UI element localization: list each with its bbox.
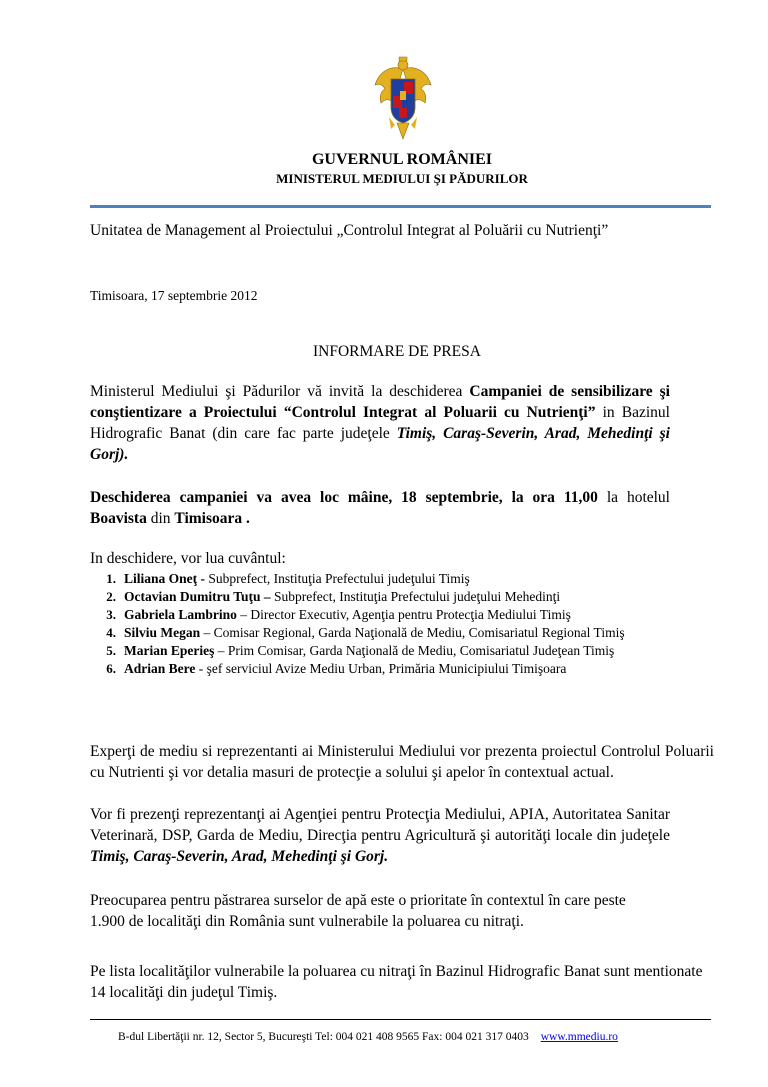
government-title: GUVERNUL ROMÂNIEI bbox=[311, 151, 492, 168]
list-item: 3. Gabriela Lambrino – Director Executiv, Agenţia pentru Protecţia Mediului Timiş bbox=[106, 607, 571, 622]
footer-address: B-dul Libertăţii nr. 12, Sector 5, Bucureşti Tel: 004 021 408 9565 Fax: 004 021 317 0403 bbox=[118, 1031, 529, 1043]
list-item: 4. Silviu Megan – Comisar Regional, Garda Naţională de Mediu, Comisariatul Regional Timiş bbox=[106, 625, 625, 640]
speaker-name: Gabriela Lambrino bbox=[124, 607, 237, 622]
speaker-name: Adrian Bere bbox=[124, 661, 196, 676]
concern-paragraph: Preocuparea pentru păstrarea surselor de apă este o prioritate în contextul în care peste 1.900 de localităţi din România sunt vulnerabile la poluarea cu nitraţi. bbox=[90, 892, 626, 930]
intro-counties: Timiş, Caraş-Severin, Arad, Mehedinţi şi Gorj). bbox=[90, 425, 670, 463]
speaker-role: – Director Executiv, Agenţia pentru Protecţia Mediului Timiş bbox=[236, 607, 571, 622]
speakers-intro: In deschidere, vor lua cuvântul: bbox=[90, 550, 286, 567]
invites-text: Vor fi prezenţi reprezentanţi ai Agenţiei pentru Protecţia Mediului, APIA, Autoritatea Sanitar Veterinară, DSP, Garda de Mediu, Direcţia pentru Agricultură şi autorităţi locale din judeţele bbox=[90, 806, 670, 844]
intro-text-1: Ministerul Mediului şi Pădurilor vă invită la deschiderea bbox=[90, 383, 470, 400]
speakers-list bbox=[90, 570, 715, 678]
list-item: 1. Liliana Oneţ - Subprefect, Instituţia Prefectului judeţului Timiş bbox=[106, 571, 470, 586]
document-heading: INFORMARE DE PRESA bbox=[313, 343, 481, 360]
website-link[interactable]: www.mmediu.ro bbox=[540, 1031, 618, 1043]
opening-text-2: din bbox=[146, 510, 175, 527]
experts-paragraph: Experţi de mediu si reprezentanti ai Ministerului Mediului vor prezenta proiectul Controlul Poluarii cu Nutrienti şi vor detalia masuri de protecţie a solului şi apelor în contextual actual. bbox=[90, 743, 714, 781]
romanian-coat-of-arms-icon bbox=[373, 55, 433, 141]
campaign-name: Campaniei de sensibilizare şi conştientizare a Proiectului “Controlul Integrat al Poluarii cu Nutrienţi” bbox=[90, 383, 670, 421]
opening-paragraph bbox=[90, 487, 670, 529]
list-item: 6. Adrian Bere - şef serviciul Avize Mediu Urban, Primăria Municipiului Timişoara bbox=[106, 661, 567, 676]
invites-counties: Timiş, Caraş-Severin, Arad, Mehedinţi şi Gorj. bbox=[90, 848, 389, 865]
dateline: Timisoara, 17 septembrie 2012 bbox=[90, 288, 258, 303]
vulnerable-paragraph: Pe lista localităţilor vulnerabile la poluarea cu nitraţi în Bazinul Hidrografic Banat sunt mentionate 14 localităţi din judeţul Timiş. bbox=[90, 963, 703, 1001]
footer-divider bbox=[90, 1019, 711, 1020]
speaker-role: – Prim Comisar, Garda Naţională de Mediu, Comisariatul Judeţean Timiş bbox=[214, 643, 615, 658]
intro-paragraph bbox=[90, 381, 670, 465]
invites-paragraph bbox=[90, 804, 670, 867]
speaker-name: Liliana Oneţ - bbox=[124, 571, 206, 586]
ministry-title: MINISTERUL MEDIULUI ŞI PĂDURILOR bbox=[276, 171, 528, 186]
speaker-role: Subprefect, Instituţia Prefectului judeţului Mehedinţi bbox=[270, 589, 561, 604]
opening-date: Deschiderea campaniei va avea loc mâine, 18 septembrie, la ora 11,00 bbox=[90, 489, 598, 506]
footer bbox=[118, 1031, 618, 1043]
intro-text-2: in Bazinul Hidrografic Banat (din care fac parte judeţele bbox=[90, 404, 670, 442]
speaker-role: - şef serviciul Avize Mediu Urban, Primăria Municipiului Timişoara bbox=[195, 661, 567, 676]
list-item: 5. Marian Eperieş – Prim Comisar, Garda Naţională de Mediu, Comisariatul Judeţean Timiş bbox=[106, 643, 615, 658]
speaker-role: Subprefect, Instituţia Prefectului judeţului Timiş bbox=[205, 571, 470, 586]
speaker-role: – Comisar Regional, Garda Naţională de Mediu, Comisariatul Regional Timiş bbox=[200, 625, 625, 640]
hotel-name: Boavista bbox=[90, 510, 147, 527]
speaker-name: Marian Eperieş bbox=[124, 643, 215, 658]
header-divider bbox=[90, 205, 711, 208]
speaker-name: Octavian Dumitru Tuţu – bbox=[124, 589, 271, 604]
project-unit: Unitatea de Management al Proiectului „Controlul Integrat al Poluării cu Nutrienţi” bbox=[90, 222, 609, 239]
opening-text-1: la hotelul bbox=[597, 489, 670, 506]
speaker-name: Silviu Megan bbox=[124, 625, 201, 640]
list-item: 2. Octavian Dumitru Tuţu – Subprefect, Instituţia Prefectului judeţului Mehedinţi bbox=[106, 589, 561, 604]
city-name: Timisoara . bbox=[174, 510, 250, 527]
